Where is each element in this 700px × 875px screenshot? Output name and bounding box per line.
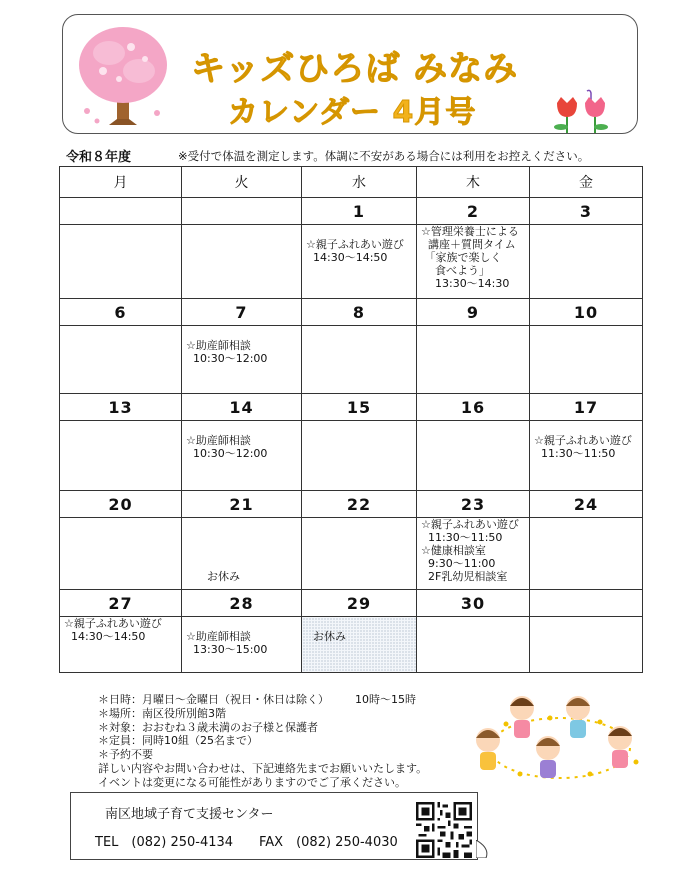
fax-number: FAX (082) 250-4030 — [259, 835, 398, 850]
event-cell — [530, 518, 643, 590]
event-cell — [417, 421, 530, 491]
week-3-dates — [60, 394, 643, 421]
date-cell: 28 — [182, 590, 302, 617]
tel-number: TEL (082) 250-4134 — [95, 835, 234, 850]
event-cell — [182, 518, 302, 590]
weekday-tue: 火 — [182, 167, 302, 198]
cherry-tree-icon — [73, 23, 173, 131]
event-text: お休み — [312, 630, 346, 643]
info-change-line: イベントは変更になる可能性がありますのでご了承ください。 — [98, 775, 406, 789]
date-cell: 16 — [417, 394, 530, 421]
event-cell — [60, 617, 182, 673]
kids-circle-icon — [460, 688, 650, 788]
date-cell: 9 — [417, 299, 530, 326]
date-cell: 22 — [302, 491, 417, 518]
event-cell — [417, 617, 530, 673]
title-line-2: カレンダー 4月号 — [228, 95, 477, 130]
date-cell: 1 — [302, 198, 417, 225]
date-cell — [182, 198, 302, 225]
event-cell-closed — [302, 617, 417, 673]
date-cell: 3 — [530, 198, 643, 225]
date-cell: 13 — [60, 394, 182, 421]
event-text: お休み — [206, 570, 240, 583]
event-cell — [302, 518, 417, 590]
date-cell — [530, 590, 643, 617]
date-cell: 10 — [530, 299, 643, 326]
event-cell — [60, 421, 182, 491]
header-box — [62, 14, 638, 134]
date-cell: 20 — [60, 491, 182, 518]
weekday-mon: 月 — [60, 167, 182, 198]
event-text: ☆親子ふれあい遊び 14:30～14:50 — [306, 238, 404, 264]
weekday-wed: 水 — [302, 167, 417, 198]
date-cell: 2 — [417, 198, 530, 225]
event-cell — [60, 518, 182, 590]
event-cell — [182, 421, 302, 491]
date-cell: 17 — [530, 394, 643, 421]
info-target-line: ＊対象：おおむね３歳未満のお子様と保護者 — [98, 720, 318, 734]
info-block — [98, 693, 427, 790]
info-contact-line: 詳しい内容やお問い合わせは、下記連絡先までお願いいたします。 — [98, 761, 428, 775]
week-1-dates — [60, 198, 643, 225]
event-text: ☆親子ふれあい遊び 14:30～14:50 — [64, 617, 162, 643]
event-text: ☆親子ふれあい遊び 11:30～11:50 — [534, 434, 632, 460]
event-cell — [417, 518, 530, 590]
event-cell — [302, 326, 417, 394]
event-cell — [182, 225, 302, 299]
info-reservation-line: ＊予約不要 — [98, 748, 153, 762]
info-date-line: ＊日時：月曜日～金曜日（祝日・休日は除く） — [98, 693, 329, 706]
date-cell: 8 — [302, 299, 417, 326]
week-2-events — [60, 326, 643, 394]
event-text: ☆助産師相談 10:30～12:00 — [186, 339, 268, 365]
week-2-dates — [60, 299, 643, 326]
week-3-events — [60, 421, 643, 491]
tulip-icon — [549, 85, 619, 135]
event-text: ☆親子ふれあい遊び 11:30～11:50 ☆健康相談室 9:30～11:00 2F乳幼児相談室 — [421, 518, 519, 583]
info-place-line: ＊場所：南区役所別館3階 — [98, 706, 226, 720]
event-cell — [417, 326, 530, 394]
date-cell: 29 — [302, 590, 417, 617]
event-text: ☆管理栄養士による 講座＋質問タイム 「家族で楽しく 食べよう」 13:30～14:30 — [421, 225, 519, 290]
week-1-events — [60, 225, 643, 299]
info-capacity-line: ＊定員：同時10組（25名まで） — [98, 734, 258, 748]
week-4-dates — [60, 491, 643, 518]
weekday-thu: 木 — [417, 167, 530, 198]
event-cell — [60, 326, 182, 394]
event-text: ☆助産師相談 10:30～12:00 — [186, 434, 268, 460]
week-5-events — [60, 617, 643, 673]
calendar-table — [59, 166, 643, 673]
event-cell — [530, 617, 643, 673]
event-cell — [302, 225, 417, 299]
title-line-1: キッズひろば みなみ — [191, 49, 519, 89]
era-label: 令和８年度 — [66, 150, 132, 165]
event-cell — [417, 225, 530, 299]
event-cell — [182, 617, 302, 673]
event-cell — [302, 421, 417, 491]
date-cell: 15 — [302, 394, 417, 421]
date-cell: 30 — [417, 590, 530, 617]
date-cell: 7 — [182, 299, 302, 326]
info-hours: 10時～15時 — [355, 693, 416, 706]
event-cell — [182, 326, 302, 394]
date-cell: 27 — [60, 590, 182, 617]
event-cell — [530, 421, 643, 491]
page-curl-icon — [476, 840, 490, 858]
weekday-fri: 金 — [530, 167, 643, 198]
date-cell: 23 — [417, 491, 530, 518]
notice-text: ※受付で体温を測定します。体調に不安がある場合には利用をお控えください。 — [178, 149, 590, 163]
event-cell — [530, 225, 643, 299]
center-name: 南区地域子育て支援センター — [105, 807, 274, 822]
week-4-events — [60, 518, 643, 590]
event-cell — [60, 225, 182, 299]
date-cell: 24 — [530, 491, 643, 518]
event-cell — [530, 326, 643, 394]
week-5-dates — [60, 590, 643, 617]
weekday-header-row — [60, 167, 643, 198]
date-cell — [60, 198, 182, 225]
date-cell: 14 — [182, 394, 302, 421]
qr-code-icon[interactable] — [416, 802, 472, 858]
event-text: ☆助産師相談 13:30～15:00 — [186, 630, 268, 656]
date-cell: 6 — [60, 299, 182, 326]
date-cell: 21 — [182, 491, 302, 518]
